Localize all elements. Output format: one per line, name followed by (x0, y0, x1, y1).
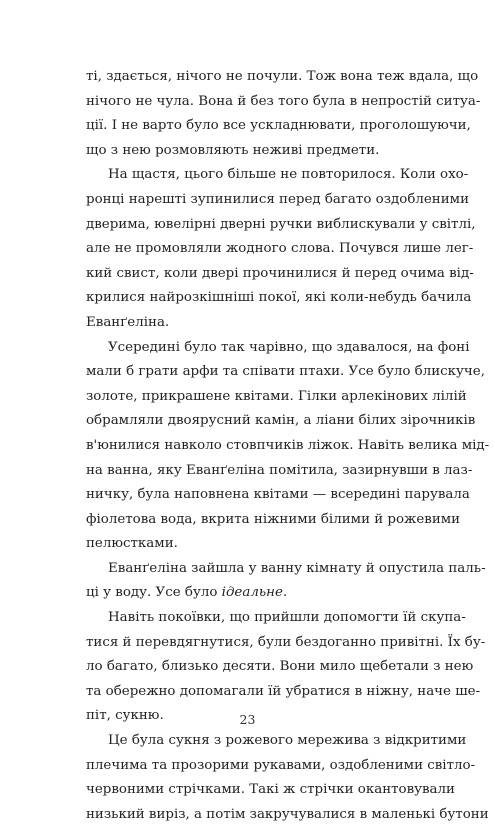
text-line: ці у воду. Усе було ідеальне. (86, 585, 288, 601)
text-line: але не промовляли жодного слова. Почувся лише лег- (86, 241, 474, 257)
text-line: тися й перевдягнутися, були бездоганно привітні. Їх бу- (86, 634, 486, 650)
text-line: мали б грати арфи та співати птахи. Усе було блискуче, (86, 364, 485, 380)
text-line: ронці нарешті зупинилися перед багато оздобленими (86, 191, 469, 207)
text-line: Це була сукня з рожевого мережива з відкритими (108, 733, 467, 749)
text-line: на ванна, яку Еванґеліна помітила, зазирнувши в лаз- (86, 462, 473, 478)
text-line: плечима та прозорими рукавами, оздобленими світло- (86, 757, 476, 773)
text-line: ло багато, близько десяти. Вони мило щебетали з нею (86, 659, 474, 675)
page-number: 23 (239, 712, 256, 727)
paragraph (86, 65, 481, 163)
text-line: фіолетова вода, вкрита ніжними білими й рожевими (86, 511, 461, 527)
text-line: обрамляли двоярусний камін, а ліани білих зірочників (86, 413, 476, 429)
text-line: ничку, була наповнена квітами — всередині парувала (86, 487, 470, 503)
text-line: низький виріз, а потім закручувалися в маленькі бутони (86, 806, 489, 822)
text-line: золоте, прикрашене квітами. Гілки арлекінових лілій (86, 388, 467, 404)
text-line: дверима, ювелірні дверні ручки виблискували у світлі, (86, 216, 476, 232)
text-line: Еванґеліна зайшла у ванну кімнату й опустила паль- (108, 560, 486, 576)
text-line: в'юнилися навколо стовпчиків ліжок. Навіть велика мід- (86, 437, 490, 453)
text-line: та обережно допомагали їй убратися в ніжну, наче ше- (86, 683, 481, 699)
text-line: нічого не чула. Вона й без того була в непростій ситуа- (86, 93, 481, 109)
paragraph (86, 557, 486, 606)
paragraph (86, 606, 486, 729)
text-line: що з нею розмовляють неживі предмети. (86, 142, 380, 158)
text-line: Навіть покоївки, що прийшли допомогти їй скупа- (108, 610, 466, 626)
text-line: На щастя, цього більше не повторилося. Коли охо- (108, 167, 469, 183)
text-line: кий свист, коли двері прочинилися й перед очима від- (86, 265, 474, 281)
text-line: пелюстками. (86, 536, 178, 552)
text-line: Усередині було так чарівно, що здавалося, на фоні (108, 339, 470, 355)
text-line: піт, сукню. (86, 708, 164, 724)
text-line: ції. І не варто було все ускладнювати, проголошуючи, (86, 118, 471, 134)
paragraph (86, 336, 490, 557)
text-line: червоними стрічками. Такі ж стрічки окантовували (86, 782, 455, 798)
text-line: крилися найрозкішніші покої, які коли-небудь бачила (86, 290, 472, 306)
paragraph (86, 163, 476, 335)
text-line: Еванґеліна. (86, 314, 170, 330)
paragraph (86, 729, 489, 827)
text-line: ті, здається, нічого не почули. Тож вона теж вдала, що (86, 69, 479, 84)
